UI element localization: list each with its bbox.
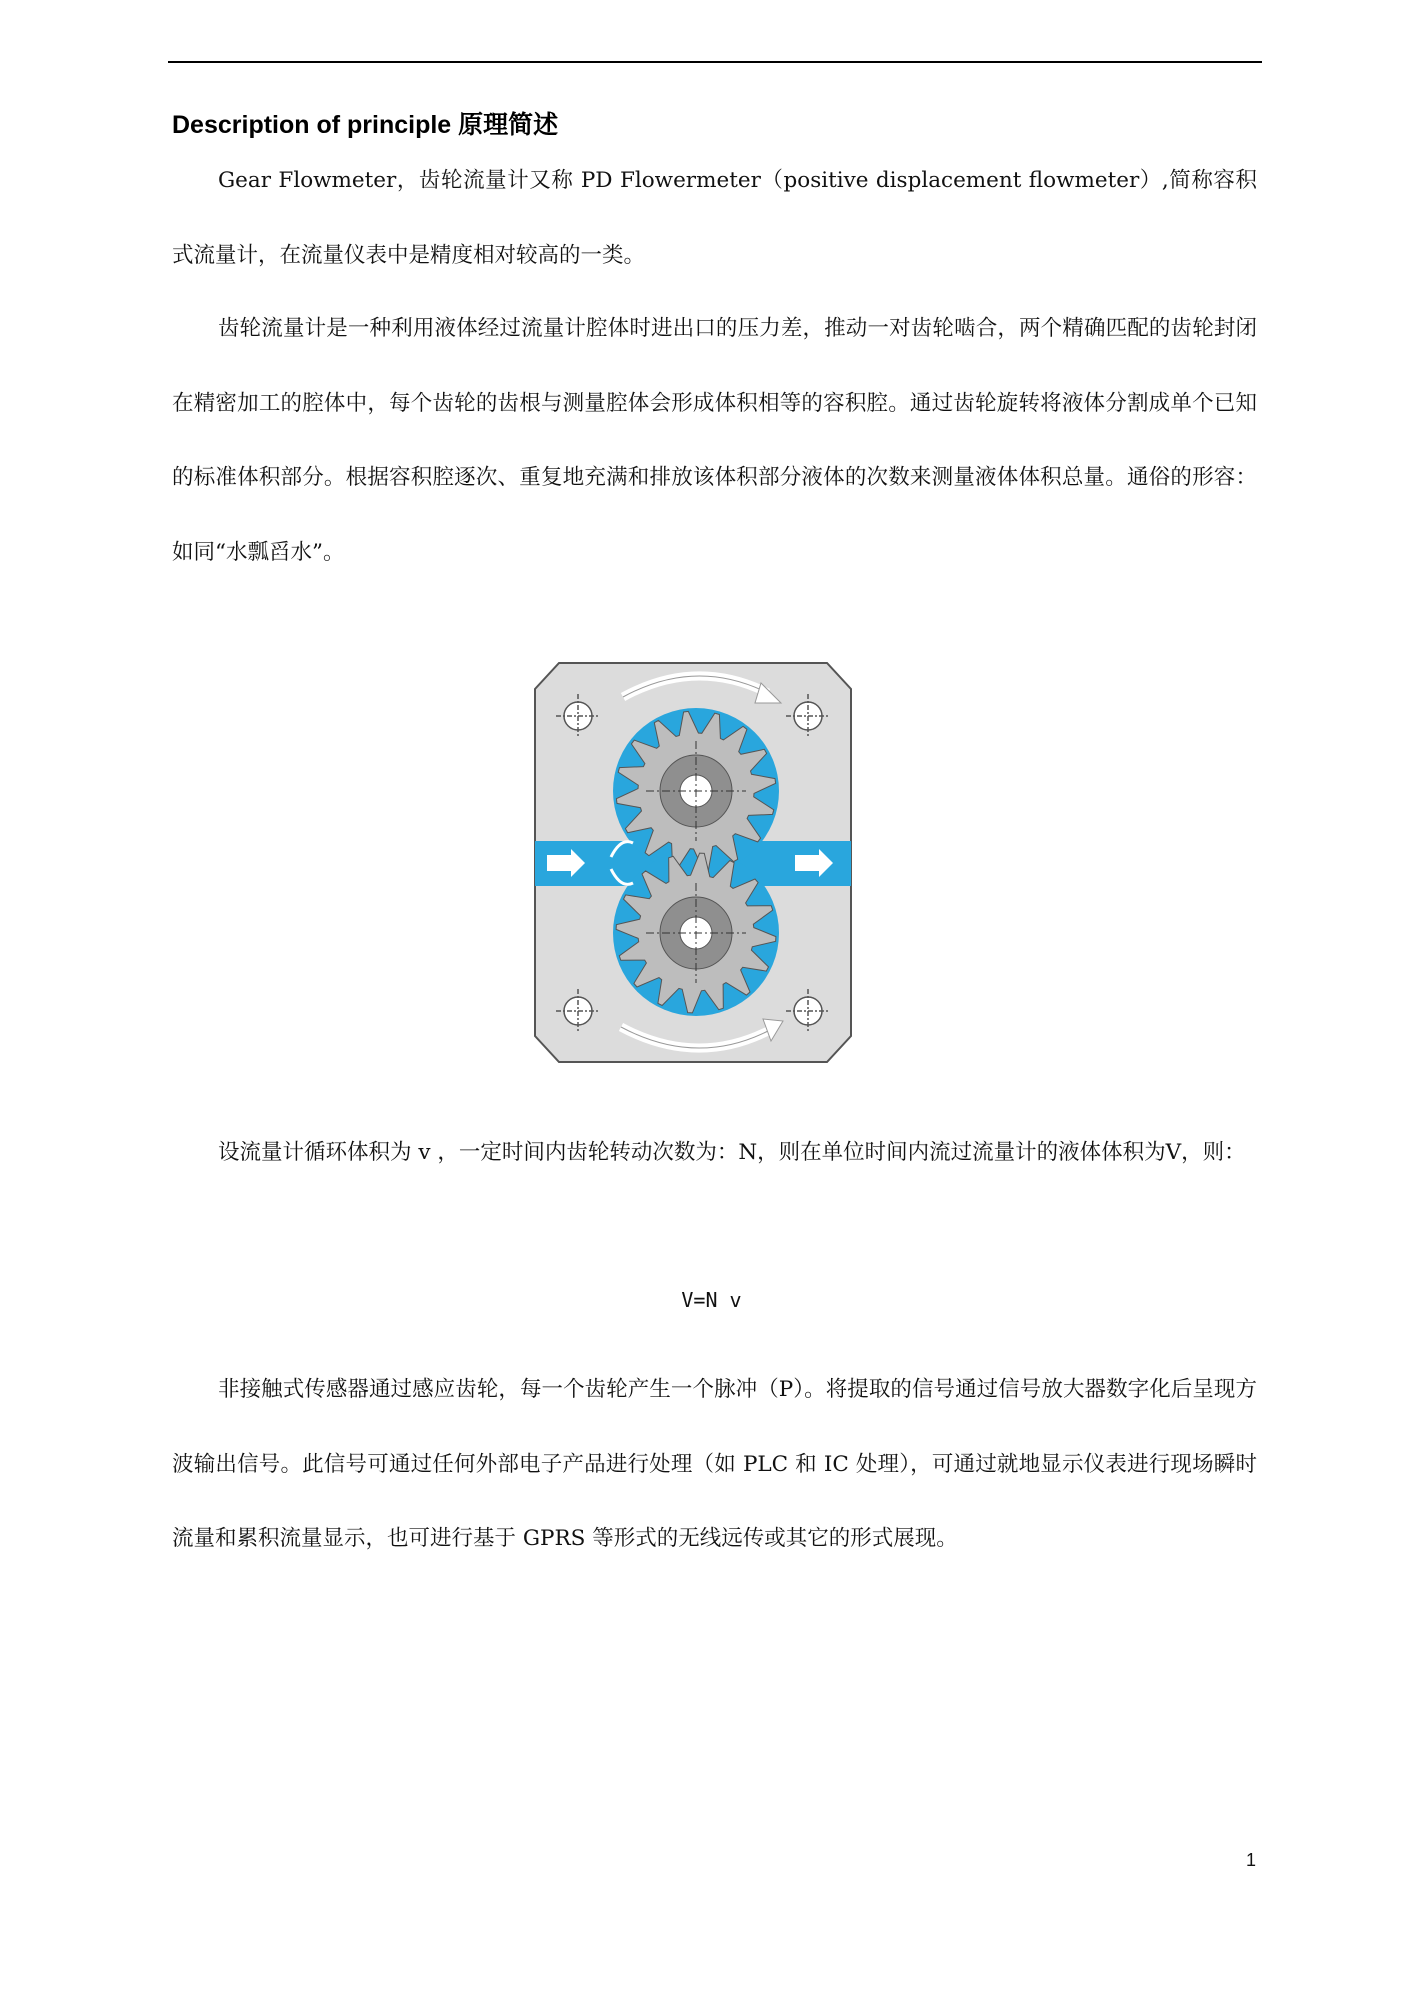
volume-formula: V=N v [681, 1288, 742, 1312]
header-rule [168, 61, 1262, 63]
paragraph-principle: 齿轮流量计是一种利用液体经过流量计腔体时进出口的压力差，推动一对齿轮啮合，两个精确匹配的齿轮封闭在精密加工的腔体中，每个齿轮的齿根与测量腔体会形成体积相等的容积腔。通过齿轮旋转将液体分割成单个已知的标准体积部分。根据容积腔逐次、重复地充满和排放该体积部分液体的次数来测量液体体积总量。通俗的形容：如同“水瓢舀水”。 [172, 316, 1257, 565]
paragraph-intro: Gear Flowmeter，齿轮流量计又称 PD Flowermeter（positive displacement flowmeter）,简称容积式流量计，在流量仪表中是精度相对较高的一类。 [172, 168, 1257, 268]
gear-flowmeter-diagram [533, 661, 853, 1064]
paragraph-volume-definition: 设流量计循环体积为 v ，一定时间内齿轮转动次数为：N，则在单位时间内流过流量计的液体体积为V，则： [218, 1140, 1246, 1165]
page-title: Description of principle 原理简述 [172, 111, 559, 139]
page-number: 1 [1246, 1850, 1257, 1870]
paragraph-sensor: 非接触式传感器通过感应齿轮，每一个齿轮产生一个脉冲（P）。将提取的信号通过信号放大器数字化后呈现方波输出信号。此信号可通过任何外部电子产品进行处理（如 PLC 和 IC 处理），可通过就地显示仪表进行现场瞬时流量和累积流量显示，也可进行基于 GPRS 等形式的无线远传或其它的形式展现。 [172, 1377, 1257, 1551]
